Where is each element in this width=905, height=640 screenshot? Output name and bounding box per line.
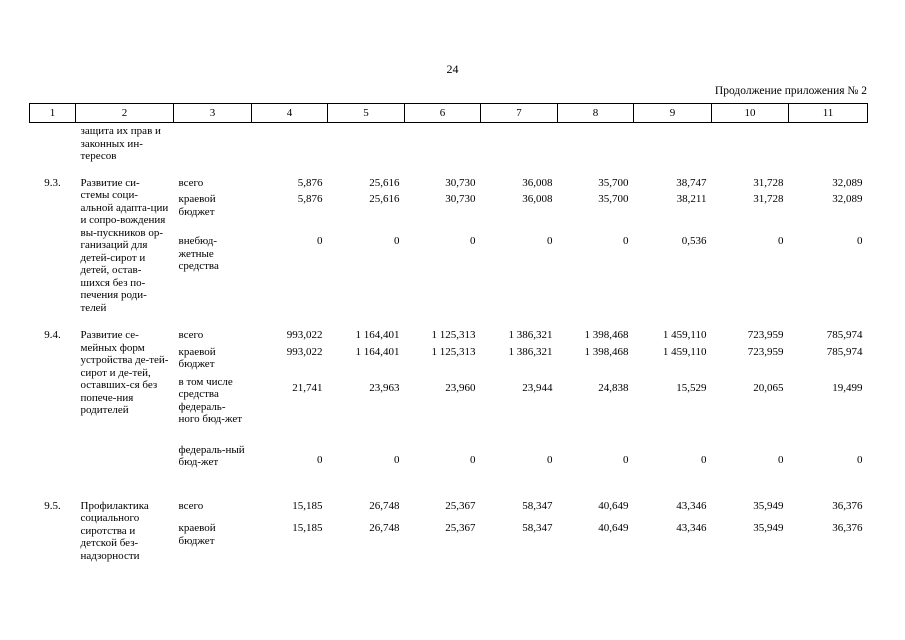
table-cell: 723,959 [747,345,784,358]
row-number: 9.4. [44,329,61,341]
table-cell: 0 [778,235,784,247]
page-number: 24 [446,62,459,76]
table-cell: 38,747 [676,176,707,189]
table-cell: 23,960 [445,381,476,394]
table-cell: 23,963 [369,381,400,394]
col-header: 3 [174,104,252,123]
table-cell: 32,089 [832,176,863,189]
table-cell: 15,185 [292,522,323,534]
table-cell: 26,748 [369,522,400,534]
funding-source: краевой бюджет [178,522,216,547]
table-cell: 5,876 [297,193,323,205]
table-cell: 40,649 [598,499,629,512]
table-cell: 0 [394,453,400,466]
table-cell: 35,949 [753,499,784,512]
col-header: 9 [634,104,712,123]
col-header: 11 [789,104,868,123]
funding-source: в том числе средства федераль-ного бюд-жет [178,375,243,425]
table-cell: 1 125,313 [431,345,476,358]
col-header: 2 [76,104,174,123]
table-cell: 58,347 [522,522,553,534]
row-name-carryover: защита их прав и законных ин-тересов [80,125,161,162]
funding-source: внебюд-жетные средства [178,235,219,272]
table-cell: 43,346 [676,499,707,512]
table-cell: 785,974 [826,345,863,358]
table-cell: 0 [623,453,629,466]
table-cell: 30,730 [445,176,476,189]
table-cell: 20,065 [753,381,784,394]
funding-source: краевой бюджет [178,193,216,218]
col-header: 4 [252,104,328,123]
col-header: 5 [328,104,405,123]
table-cell: 35,700 [598,176,629,189]
table-cell: 15,185 [292,499,323,512]
table-cell: 36,376 [832,522,863,534]
row-name: Развитие си-стемы соци-альной адапта-ции и сопро-вождения вы-пускников ор-ганизаций для детей-сирот и детей, остав-шихся без по-печения роди-телей [80,176,169,314]
funding-source: федераль-ный бюд-жет [178,443,245,468]
table-cell: 43,346 [676,522,707,534]
table-cell: 40,649 [598,522,629,534]
table-cell: 0 [778,453,784,466]
table-cell: 23,944 [522,381,553,394]
row-number: 9.5. [44,499,61,512]
table-cell: 1 164,401 [355,329,400,341]
table-cell: 0 [394,235,400,247]
col-header: 7 [481,104,558,123]
row-number: 9.3. [44,176,61,189]
table-cell: 1 125,313 [431,329,476,341]
table-cell: 1 386,321 [508,345,553,358]
table-cell: 35,949 [753,522,784,534]
table-cell: 0 [547,235,553,247]
table-cell: 19,499 [832,381,863,394]
table-cell: 35,700 [598,193,629,205]
table-cell: 15,529 [676,381,707,394]
table-cell: 0 [317,235,323,247]
table-cell: 1 386,321 [508,329,553,341]
table-cell: 785,974 [826,329,863,341]
table-cell: 1 398,468 [584,329,629,341]
funding-source: краевой бюджет [178,345,216,370]
table-cell: 30,730 [445,193,476,205]
table-cell: 58,347 [522,499,553,512]
table-cell: 5,876 [297,176,323,189]
table-row [30,123,868,163]
col-header: 10 [712,104,789,123]
funding-source: всего [178,176,204,189]
table-cell: 1 398,468 [584,345,629,358]
table-cell: 32,089 [832,193,863,205]
funding-source: всего [178,499,204,512]
table-cell: 0 [857,235,863,247]
table-cell: 993,022 [286,345,323,358]
table-cell: 25,367 [445,499,476,512]
table-cell: 25,616 [369,193,400,205]
row-name: Развитие се-мейных форм устройства де-тей-сирот и де-тей, оставших-ся без попече-ния родителей [80,329,169,416]
table-cell: 0 [857,453,863,466]
column-number-header [30,104,868,123]
table-cell: 26,748 [369,499,400,512]
row-name: Профилактика социального сиротства и детской без-надзорности [80,499,149,562]
table-cell: 31,728 [753,176,784,189]
budget-table [29,103,868,562]
table-cell: 0 [701,453,707,466]
table-cell: 36,376 [832,499,863,512]
col-header: 6 [405,104,481,123]
table-cell: 21,741 [292,381,323,394]
continuation-caption: Продолжение приложения № 2 [714,85,867,97]
table-cell: 0 [547,453,553,466]
table-cell: 0 [317,453,323,466]
table-cell: 36,008 [522,176,553,189]
table-cell: 25,616 [369,176,400,189]
table-cell: 31,728 [753,193,784,205]
table-cell: 723,959 [747,329,784,341]
table-cell: 1 164,401 [355,345,400,358]
table-cell: 36,008 [522,193,553,205]
table-cell: 38,211 [676,193,707,205]
funding-source: всего [178,329,204,341]
table-row [30,323,868,342]
table-cell: 1 459,110 [662,345,707,358]
table-row [30,163,868,190]
table-cell: 0,536 [681,235,707,247]
table-cell: 1 459,110 [662,329,707,341]
table-row [30,494,868,521]
table-cell: 0 [623,235,629,247]
table-cell: 0 [470,453,476,466]
table-cell: 24,838 [598,381,629,394]
col-header: 8 [558,104,634,123]
col-header: 1 [30,104,76,123]
table-cell: 993,022 [286,329,323,341]
table-cell: 25,367 [445,522,476,534]
table-cell: 0 [470,235,476,247]
